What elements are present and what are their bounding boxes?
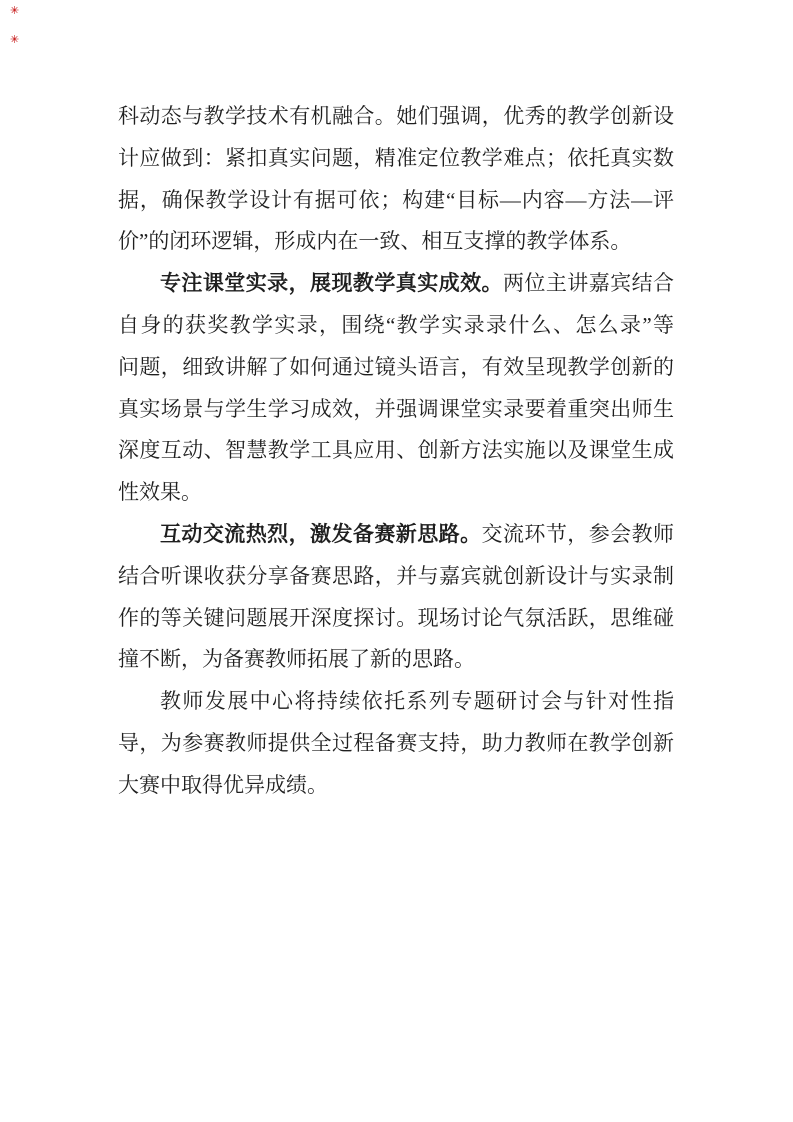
text-line — [118, 347, 674, 389]
paragraph-text: 真实场景与学生学习成效，并强调课堂实录要着重突出师生 — [118, 396, 674, 421]
text-line — [118, 639, 674, 681]
text-line — [118, 723, 674, 765]
text-line — [118, 681, 674, 723]
text-line — [118, 598, 674, 640]
text-line — [118, 556, 674, 598]
text-line — [118, 305, 674, 347]
document-body — [118, 96, 674, 807]
paragraph-text: 撞不断，为备赛教师拓展了新的思路。 — [118, 647, 475, 672]
red-annotation-mark-icon: ✳︎ — [10, 33, 20, 46]
paragraph-text: 科动态与教学技术有机融合。她们强调，优秀的教学创新设 — [118, 104, 674, 128]
paragraph-text: 大赛中取得优异成绩。 — [118, 772, 328, 797]
text-line — [118, 263, 674, 305]
paragraph-text: 自身的获奖教学实录，围绕“教学实录录什么、怎么录”等 — [118, 312, 674, 337]
red-annotation-mark-icon: ✳︎ — [10, 4, 20, 17]
paragraph-text: 教师发展中心将持续依托系列专题研讨会与针对性指 — [160, 689, 674, 714]
paragraph-text: 性效果。 — [118, 480, 202, 505]
paragraph-text: 结合听课收获分享备赛思路，并与嘉宾就创新设计与实录制 — [118, 563, 674, 588]
text-line — [118, 96, 674, 138]
paragraph-text: 交流环节，参会教师 — [481, 521, 674, 546]
text-line — [118, 180, 674, 222]
text-line — [118, 472, 674, 514]
text-line — [118, 389, 674, 431]
text-line — [118, 138, 674, 180]
text-line — [118, 430, 674, 472]
paragraph-text: 作的等关键问题展开深度探讨。现场讨论气氛活跃，思维碰 — [118, 605, 674, 630]
paragraph-text: 问题，细致讲解了如何通过镜头语言，有效呈现教学创新的 — [118, 354, 674, 379]
paragraph-bold-lead: 专注课堂实录，展现教学真实成效。 — [160, 272, 503, 296]
paragraph-text: 两位主讲嘉宾结合 — [502, 271, 674, 296]
paragraph-bold-lead: 互动交流热烈，激发备赛新思路。 — [160, 522, 482, 546]
paragraph-text: 计应做到：紧扣真实问题，精准定位教学难点；依托真实数 — [118, 145, 674, 170]
text-line — [118, 221, 674, 263]
paragraph-text: 据，确保教学设计有据可依；构建“目标—内容—方法—评 — [118, 187, 674, 212]
text-line — [118, 514, 674, 556]
text-line — [118, 765, 674, 807]
paragraph-text: 深度互动、智慧教学工具应用、创新方法实施以及课堂生成 — [118, 438, 674, 463]
paragraph-text: 导，为参赛教师提供全过程备赛支持，助力教师在教学创新 — [118, 730, 674, 755]
paragraph-text: 价”的闭环逻辑，形成内在一致、相互支撑的教学体系。 — [118, 229, 632, 254]
